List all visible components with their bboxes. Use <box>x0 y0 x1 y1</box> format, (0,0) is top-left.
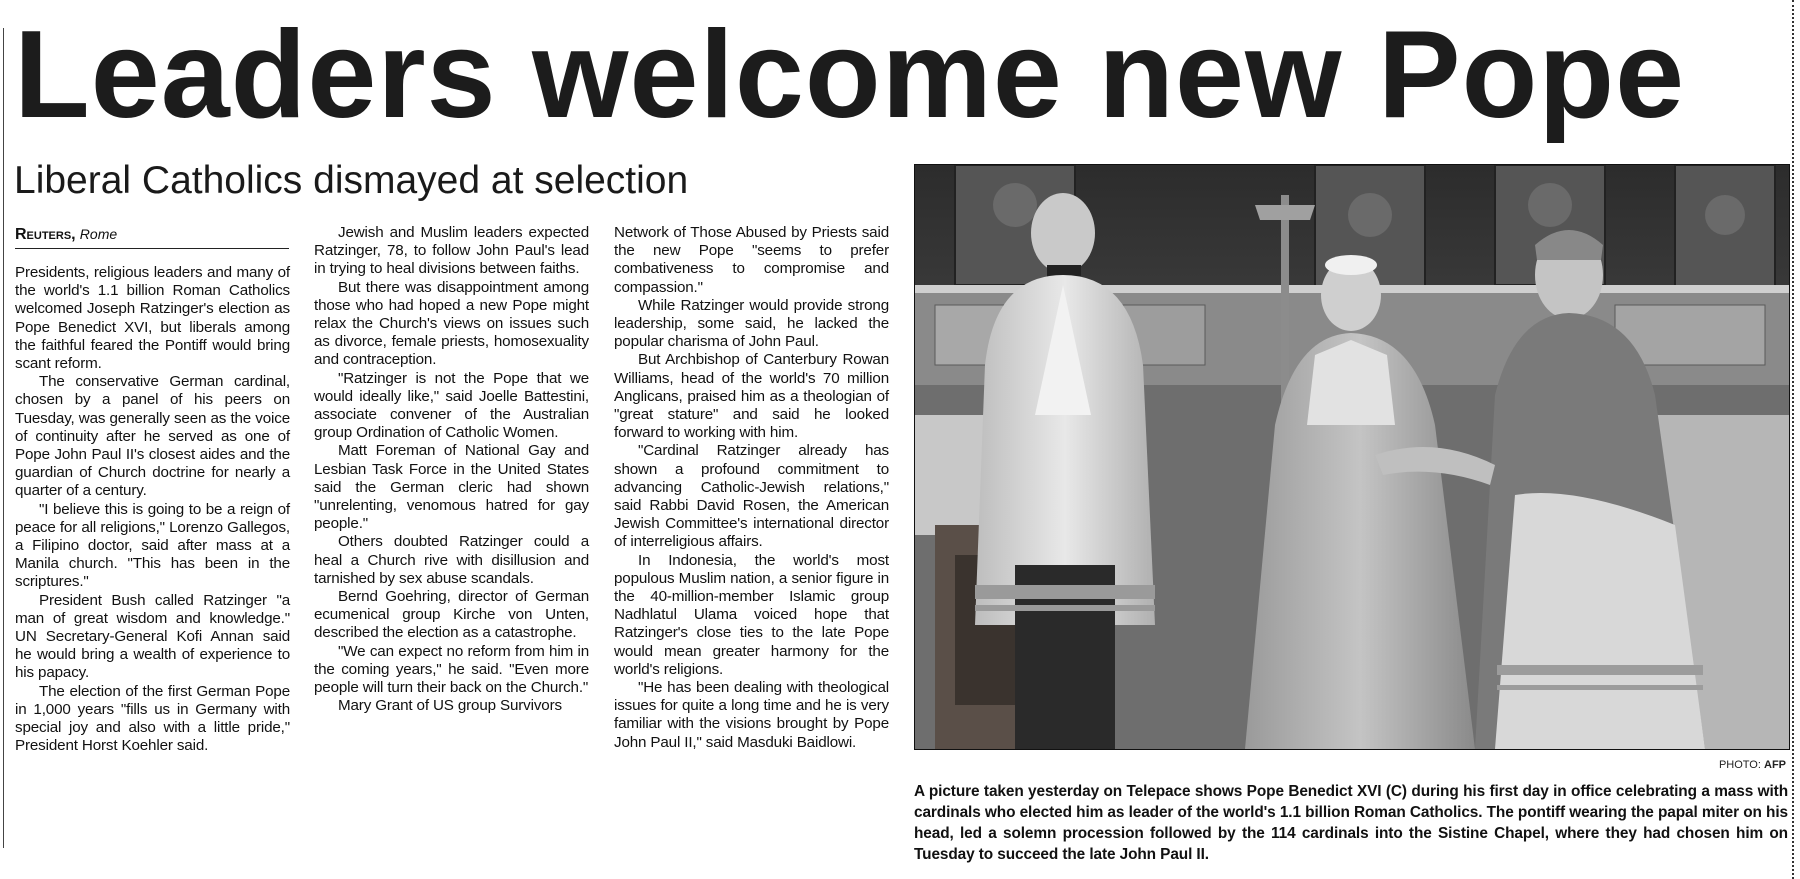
paragraph: But there was disappointment among those who had hoped a new Pope might relax the Church's views on issues such as divorce, female priests, homosexuality and contraception. <box>314 278 589 369</box>
news-photo <box>914 164 1790 750</box>
paragraph: Mary Grant of US group Survivors <box>338 697 562 715</box>
photo-credit-label: PHOTO: <box>1718 759 1761 771</box>
paragraph: Presidents, religious leaders and many of the world's 1.1 billion Roman Catholics welcomed Joseph Ratzinger's election as Pope Benedict XVI, but liberals among the faithful feared the Pontiff would bring scant reform. <box>15 264 290 373</box>
paragraph: The election of the first German Pope in 1,000 years "fills us in Germany with special joy and also with a little pride," President Horst Koehler said. <box>15 682 290 755</box>
paragraph: But Archbishop of Canterbury Rowan Williams, head of the world's 70 million Anglicans, praised him as a theologian of "great stature" and said he looked forward to working with him. <box>614 351 889 442</box>
photo-caption: A picture taken yesterday on Telepace shows Pope Benedict XVI (C) during his first day in office celebrating a mass with cardinals who elected him as leader of the world's 1.1 billion Roman Catholics. The pontiff wearing the papal miter on his head, led a solemn procession followed by the 114 cardinals into the Sistine Chapel, where they had chosen him on Tuesday to succeed the late John Paul II. <box>914 783 1788 863</box>
paragraph: "He has been dealing with theological issues for quite a long time and he is very familiar with the visions brought by Pope John Paul II," said Masduki Baidlowi. <box>614 679 889 751</box>
byline-agency: Reuters, <box>15 226 76 243</box>
paragraph: Jewish and Muslim leaders expected Ratzinger, 78, to follow John Paul's lead in trying to heal divisions between faiths. <box>314 224 589 278</box>
article-column-1 <box>15 264 290 755</box>
cut-line-dotted <box>1792 0 1794 879</box>
paragraph: The conservative German cardinal, chosen by a panel of his peers on Tuesday, was generally seen as the voice of continuity after he served as one of Pope John Paul II's closest aides and the guardian of Church doctrine for nearly a quarter of a century. <box>15 373 290 500</box>
paragraph: Network of Those Abused by Priests said the new Pope "seems to prefer combativeness to compromise and compassion." <box>614 224 889 296</box>
photo-credit-agency: AFP <box>1764 759 1786 771</box>
paragraph: Bernd Goehring, director of German ecumenical group Kirche von Unten, described the election as a catastrophe. <box>314 588 589 642</box>
paragraph: President Bush called Ratzinger "a man of great wisdom and knowledge." UN Secretary-General Kofi Annan said he would bring a wealth of experience to his papacy. <box>15 591 290 682</box>
article-column-3 <box>614 224 889 752</box>
paragraph: "Ratzinger is not the Pope that we would ideally like," said Joelle Battestini, associate convener of the Australian group Ordination of Catholic Women. <box>314 369 589 442</box>
column-rule-left <box>3 28 4 848</box>
subheadline: Liberal Catholics dismayed at selection <box>14 159 689 202</box>
headline: Leaders welcome new Pope <box>14 6 1686 144</box>
photo-credit <box>1560 758 1786 772</box>
byline <box>15 224 289 249</box>
paragraph: "Cardinal Ratzinger already has shown a profound commitment to advancing Catholic-Jewish relations," said Rabbi David Rosen, the American Jewish Committee's international director of interreligious affairs. <box>614 442 889 551</box>
paragraph: "We can expect no reform from him in the coming years," he said. "Even more people will turn their back on the Church." <box>314 642 589 697</box>
paragraph: Matt Foreman of National Gay and Lesbian Task Force in the United States said the German cleric had shown "unrelenting, venomous hatred for gay people." <box>314 442 589 533</box>
paragraph: In Indonesia, the world's most populous Muslim nation, a senior figure in the 40-million-member Islamic group Nadhlatul Ulama voiced hope that Ratzinger's close ties to the late Pope would mean greater harmony for the world's religions. <box>614 551 889 678</box>
photo-illustration <box>915 165 1789 749</box>
byline-place: Rome <box>79 226 118 242</box>
paragraph: While Ratzinger would provide strong leadership, some said, he lacked the popular charisma of John Paul. <box>614 296 889 351</box>
paragraph: Others doubted Ratzinger could a heal a Church rive with disillusion and tarnished by sex abuse scandals. <box>314 533 589 587</box>
paragraph: "I believe this is going to be a reign of peace for all religions," Lorenzo Gallegos, a Filipino doctor, said after mass at a Manila church. "This has been in the scriptures." <box>15 500 290 591</box>
article-column-2 <box>314 224 589 715</box>
